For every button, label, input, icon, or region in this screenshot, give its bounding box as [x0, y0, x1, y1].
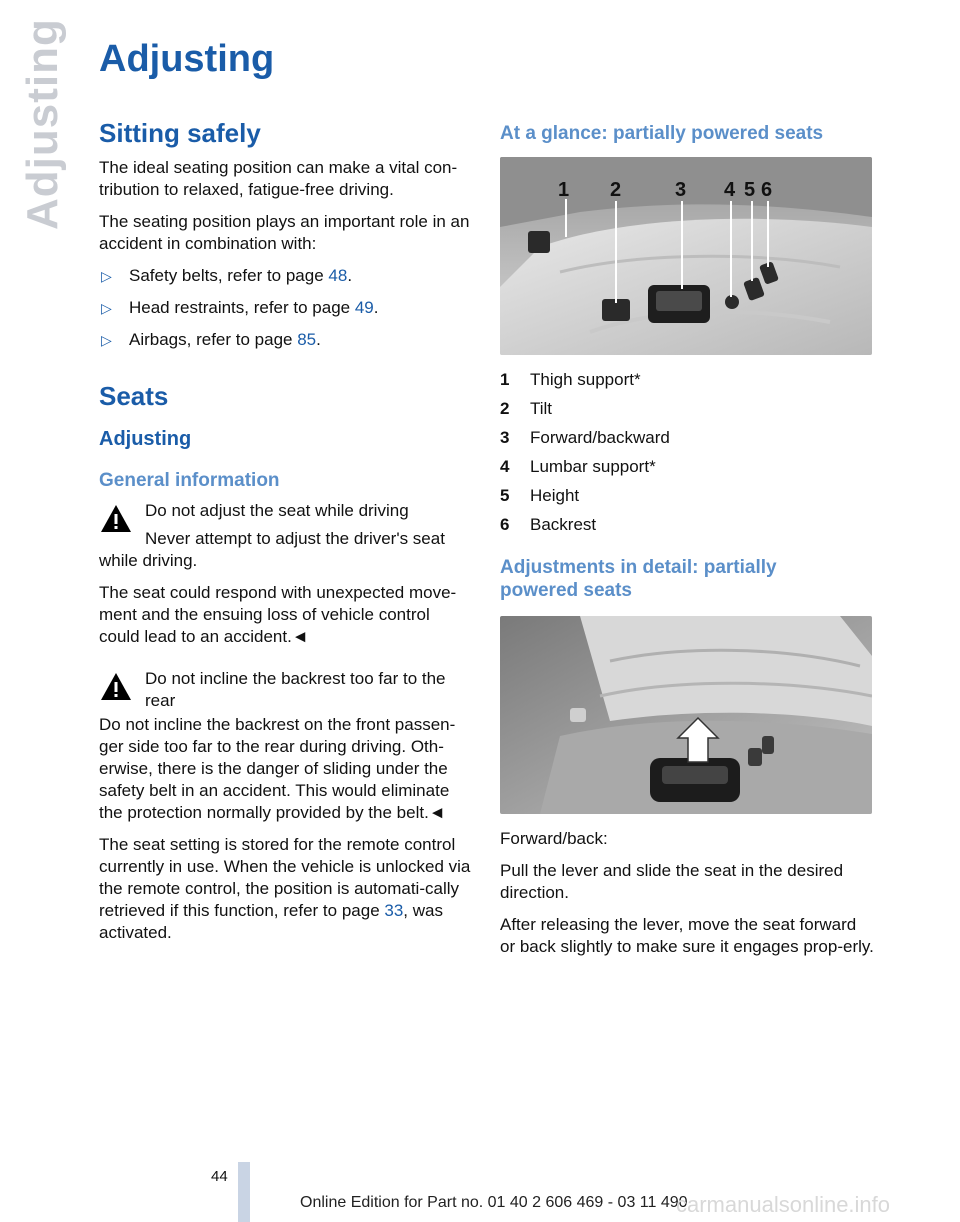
- callout-label: 1: [558, 179, 570, 201]
- list-item-end: .: [316, 330, 321, 349]
- paragraph-pull-lever: Pull the lever and slide the seat in the desired direction.: [500, 861, 844, 902]
- page-number: 44: [211, 1168, 228, 1185]
- list-item: [99, 265, 473, 287]
- warning-body-continued: The seat could respond with unexpected move-ment and the ensuing loss of vehicle control could lead to an accident.◄: [99, 583, 457, 646]
- footer-divider-bar: [238, 1162, 250, 1222]
- legend-item: [500, 456, 874, 478]
- callout-label: 5: [744, 179, 756, 201]
- legend-label: Lumbar support*: [530, 457, 656, 476]
- warning-triangle-icon: [99, 670, 133, 704]
- side-chapter-tab: [18, 18, 68, 230]
- page-link[interactable]: 49: [354, 298, 374, 317]
- right-column: [500, 118, 874, 968]
- list-item: [99, 329, 473, 351]
- warning-triangle-icon: [99, 502, 133, 536]
- paragraph-ideal-position: The ideal seating position can make a vital con-tribution to relaxed, fatigue-free driving.: [99, 158, 458, 199]
- page-link[interactable]: 85: [297, 330, 317, 349]
- subsubsection-heading-general-information: General information: [99, 470, 280, 491]
- warning-body: Never attempt to adjust the driver's seat while driving.: [99, 529, 445, 570]
- warning-block-backrest: [99, 668, 473, 712]
- callout-label: 3: [675, 179, 687, 201]
- triangle-bullet-icon: ▷: [101, 300, 112, 316]
- list-item-text: Head restraints, refer to page: [129, 298, 355, 317]
- callout-label: 2: [610, 179, 622, 201]
- paragraph-forward-back: Forward/back:: [500, 829, 608, 848]
- legend-item: [500, 485, 874, 507]
- legend-label: Height: [530, 486, 580, 505]
- watermark: carmanualsonline.info: [676, 1192, 891, 1217]
- side-chapter-label: Adjusting: [18, 18, 67, 230]
- list-item: [99, 297, 473, 319]
- page-link[interactable]: 48: [328, 266, 348, 285]
- warning-block-adjust-driving: [99, 500, 473, 522]
- online-edition-note: Online Edition for Part no. 01 40 2 606 469 - 03 11 490: [300, 1194, 688, 1211]
- warning-title: Do not adjust the seat while driving: [145, 501, 409, 520]
- callout-label: 6: [761, 179, 773, 201]
- subsection-heading-adjusting: Adjusting: [99, 428, 192, 450]
- legend-number: 6: [500, 515, 510, 534]
- left-column: [99, 118, 473, 954]
- list-item-end: .: [373, 298, 379, 317]
- paragraph-text: , was activated.: [99, 901, 443, 942]
- legend-label: Forward/backward: [530, 428, 670, 447]
- section-heading-seats: Seats: [99, 381, 169, 411]
- paragraph-seat-memory: [99, 834, 473, 944]
- legend-number: 5: [500, 486, 510, 505]
- legend-item: [500, 514, 874, 536]
- legend-item: [500, 369, 874, 391]
- paragraph-seating-role: The seating position plays an important role in an accident in combination with:: [99, 212, 470, 253]
- legend-number: 3: [500, 428, 510, 447]
- heading-adjustments-detail: Adjustments in detail: partially powered seats: [500, 557, 777, 601]
- warning-body: Do not incline the backrest on the front passen-ger side too far to the rear during driving. Oth-erwise, there is the danger of sliding under the safety belt in an accident. This would eliminate the protection normally provided by the belt.◄: [99, 715, 456, 822]
- seat-lever-photo: [500, 616, 872, 814]
- legend-number: 1: [500, 370, 510, 389]
- legend-label: Thigh support*: [530, 370, 641, 389]
- list-item-end: .: [347, 266, 353, 285]
- seat-controls-photo: [500, 157, 872, 355]
- legend-item: [500, 398, 874, 420]
- chapter-title: Adjusting: [99, 38, 275, 80]
- safety-bullet-list: [99, 265, 473, 351]
- warning-title: Do not incline the backrest too far to the rear: [145, 669, 446, 710]
- triangle-bullet-icon: ▷: [101, 268, 112, 284]
- control-legend-list: [500, 369, 874, 536]
- legend-label: Tilt: [530, 399, 553, 418]
- legend-item: [500, 427, 874, 449]
- legend-number: 2: [500, 399, 510, 418]
- heading-at-a-glance: At a glance: partially powered seats: [500, 123, 824, 144]
- page-link[interactable]: 33: [384, 901, 404, 920]
- list-item-text: Safety belts, refer to page: [129, 266, 329, 285]
- legend-label: Backrest: [530, 515, 597, 534]
- legend-number: 4: [500, 457, 510, 476]
- list-item-text: Airbags, refer to page: [129, 330, 298, 349]
- triangle-bullet-icon: ▷: [101, 332, 112, 348]
- paragraph-text: The seat setting is stored for the remote control currently in use. When the vehicle is unlocked via the remote control, the position is automati-cally retrieved if this function, refer to page: [99, 835, 471, 920]
- section-heading-sitting-safely: Sitting safely: [99, 118, 261, 148]
- paragraph-after-releasing: After releasing the lever, move the seat forward or back slightly to make sure it engages prop-erly.: [500, 915, 874, 956]
- callout-label: 4: [724, 179, 736, 201]
